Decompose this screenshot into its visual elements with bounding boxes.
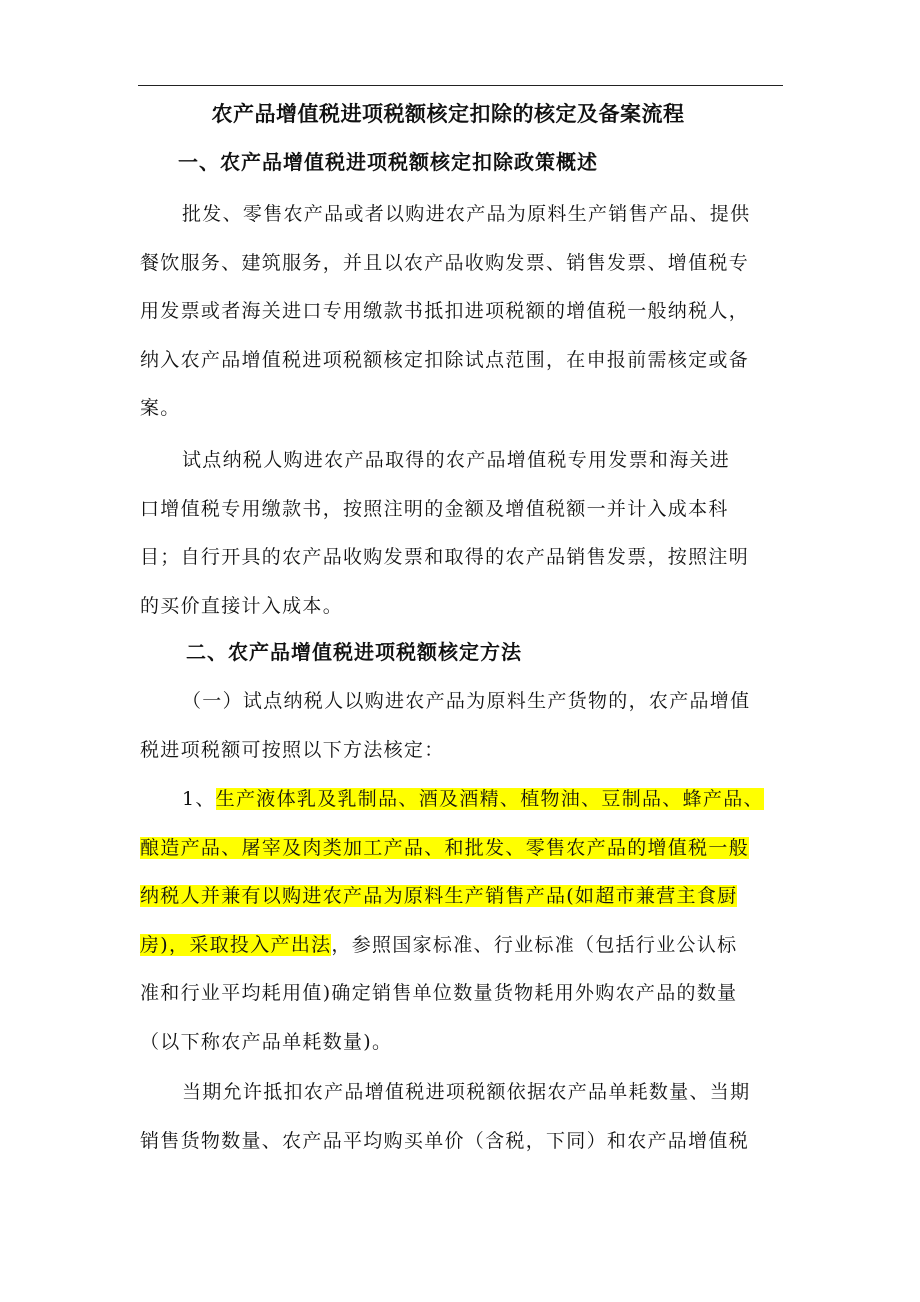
header-rule <box>138 85 783 86</box>
paragraph-deduction-basis <box>140 1068 790 1165</box>
text-line: 餐饮服务、建筑服务，并且以农产品收购发票、销售发票、增值税专 <box>140 251 750 274</box>
list-number: 1、 <box>182 788 216 810</box>
highlighted-text: 纳税人并兼有以购进农产品为原料生产销售产品(如超市兼营主食厨 <box>140 885 738 907</box>
text-line: 案。 <box>140 397 181 419</box>
text-line: 口增值税专用缴款书，按照注明的金额及增值税额一并计入成本科 <box>140 497 729 520</box>
highlighted-text: 酿造产品、屠宰及肉类加工产品、和批发、零售农产品的增值税一般 <box>140 836 750 859</box>
text-line: 准和行业平均耗用值)确定销售单位数量货物耗用外购农产品的数量 <box>140 982 738 1004</box>
text-line: （一）试点纳税人以购进农产品为原料生产货物的，农产品增值 <box>182 690 751 712</box>
text-line: 批发、零售农产品或者以购进农产品为原料生产销售产品、提供 <box>182 203 751 225</box>
highlighted-text: 生产液体乳及乳制品、酒及酒精、植物油、豆制品、蜂产品、 <box>215 788 764 810</box>
highlighted-text: 房)，采取投入产出法 <box>140 933 332 956</box>
text-line: 用发票或者海关进口专用缴款书抵扣进项税额的增值税一般纳税人， <box>140 300 750 322</box>
text-line: 销售货物数量、农产品平均购买单价（含税，下同）和农产品增值税 <box>140 1129 750 1152</box>
text-line: 的买价直接计入成本。 <box>140 594 344 617</box>
text-line: （以下称农产品单耗数量)。 <box>140 1030 393 1053</box>
document-title: 农产品增值税进项税额核定扣除的核定及备案流程 <box>211 101 685 126</box>
text-line: 当期允许抵扣农产品增值税进项税额依据农产品单耗数量、当期 <box>182 1081 751 1103</box>
paragraph-input-output-method <box>140 775 790 1066</box>
text-line: 目；自行开具的农产品收购发票和取得的农产品销售发票，按照注明 <box>140 546 750 568</box>
plain-text: ，参照国家标准、行业标准（包括行业公认标 <box>331 933 738 956</box>
paragraph-policy-overview <box>140 190 790 433</box>
text-line <box>140 872 790 921</box>
paragraph-cost-accounting <box>140 436 790 630</box>
text-line: 试点纳税人购进农产品取得的农产品增值税专用发票和海关进 <box>182 449 731 471</box>
paragraph-method-intro <box>140 677 790 774</box>
section-heading-1: 一、农产品增值税进项税额核定扣除政策概述 <box>178 150 598 174</box>
text-line <box>140 775 790 824</box>
text-line: 纳入农产品增值税进项税额核定扣除试点范围，在申报前需核定或备 <box>140 348 750 371</box>
text-line <box>140 921 790 970</box>
section-heading-2: 二、农产品增值税进项税额核定方法 <box>186 640 522 664</box>
text-line: 税进项税额可按照以下方法核定： <box>140 738 445 761</box>
text-line <box>140 824 790 873</box>
